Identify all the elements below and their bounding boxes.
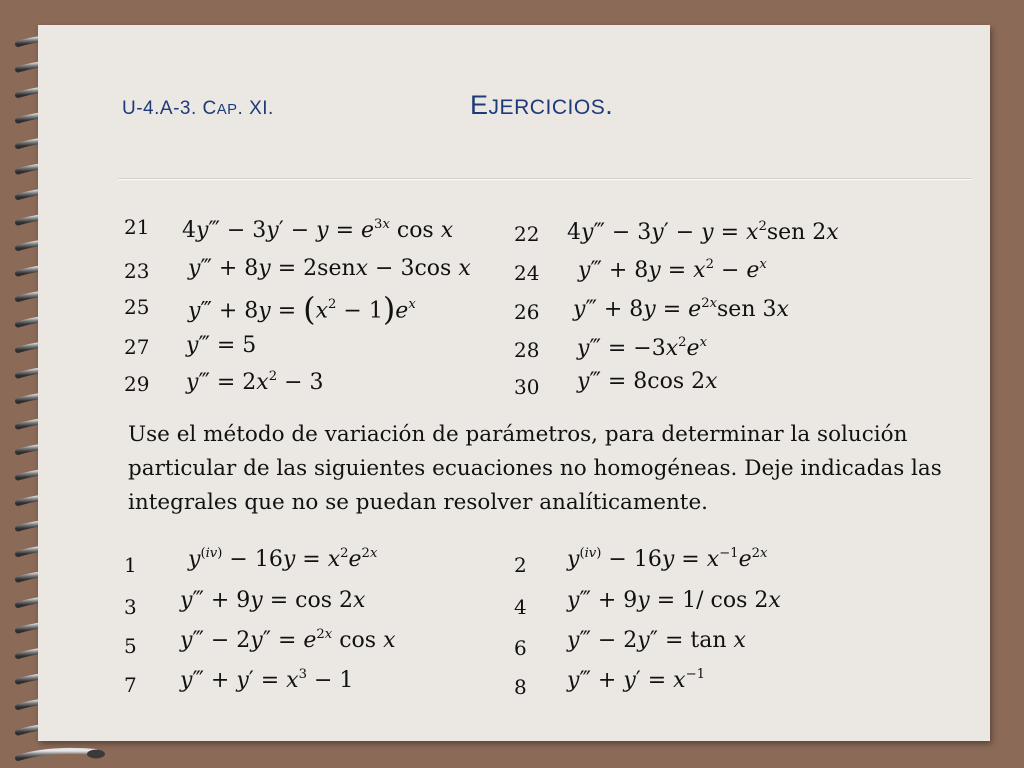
exercise-equation: y‴ = 5 <box>186 333 257 358</box>
exercise-number: 1 <box>124 553 137 577</box>
exercise-number: 25 <box>124 295 150 319</box>
exercise-number: 7 <box>124 673 137 697</box>
binding-ring <box>18 751 96 758</box>
exercise-equation: y‴ + $y' = x^{-1}$ <box>567 666 706 693</box>
exercise-equation: y‴ + 9y = 1/ cos 2x <box>567 588 781 613</box>
header-divider <box>118 178 972 179</box>
exercise-number: 22 <box>514 222 540 246</box>
chapter-label: U-4.A-3. CAP. XI. <box>122 98 274 119</box>
page-title: EJERCICIOS. <box>470 90 614 120</box>
exercise-equation: y‴ − $2y'' = e^{2x}$ cos x <box>180 626 396 653</box>
exercise-number: 21 <box>124 215 150 239</box>
exercise-number: 3 <box>124 595 137 619</box>
exercise-number: 30 <box>514 375 540 399</box>
exercise-equation: y‴ = $2x^2 - 3$ <box>186 368 324 395</box>
exercise-equation: $y^{(iv)} - 16y = x^{-1}e^{2x}$ <box>567 545 768 572</box>
exercise-equation: y‴ + 9y = cos 2x <box>180 588 366 613</box>
exercise-number: 4 <box>514 595 527 619</box>
exercise-number: 27 <box>124 335 150 359</box>
exercise-equation: y‴ + 8y = 2senx − 3cos x <box>188 256 471 281</box>
exercise-equation: y‴ − 2y″ = tan x <box>567 628 746 653</box>
exercise-number: 6 <box>514 636 527 660</box>
exercise-equation: y‴ + $8y = e^{2x}sen$ 3x <box>573 295 789 322</box>
exercise-number: 8 <box>514 675 527 699</box>
exercise-number: 2 <box>514 553 527 577</box>
exercise-equation: y‴ = 8cos 2x <box>577 369 718 394</box>
instructions-paragraph: Use el método de variación de parámetros, para determinar la solución particular de las siguientes ecuaciones no homogéneas. Deje indicadas las integrales que no se puedan resolver analíticamente. <box>128 422 942 515</box>
exercise-equation: y‴ + $8y = x^2 - e^x$ <box>578 256 767 283</box>
exercise-equation: y‴ + $y' = x^3 - 1$ <box>180 666 354 693</box>
exercise-equation: y‴ = $-3x^2e^x$ <box>577 334 708 361</box>
exercise-equation: 4y‴ − $3y' - y = x^2sen$ 2x <box>567 218 839 245</box>
exercise-equation: y‴ + $8y = (x^2 - 1)e^x$ <box>188 290 416 328</box>
exercise-equation: $y^{(iv)} - 16y = x^2e^{2x}$ <box>188 545 378 572</box>
exercise-number: 29 <box>124 372 150 396</box>
exercise-number: 28 <box>514 338 540 362</box>
exercise-number: 26 <box>514 300 540 324</box>
exercise-number: 24 <box>514 261 540 285</box>
binding-hole <box>87 750 105 759</box>
exercise-equation: 4y‴ − $3y' - y = e^{3x}$ cos x <box>182 216 454 243</box>
exercise-number: 23 <box>124 259 150 283</box>
exercise-number: 5 <box>124 634 137 658</box>
